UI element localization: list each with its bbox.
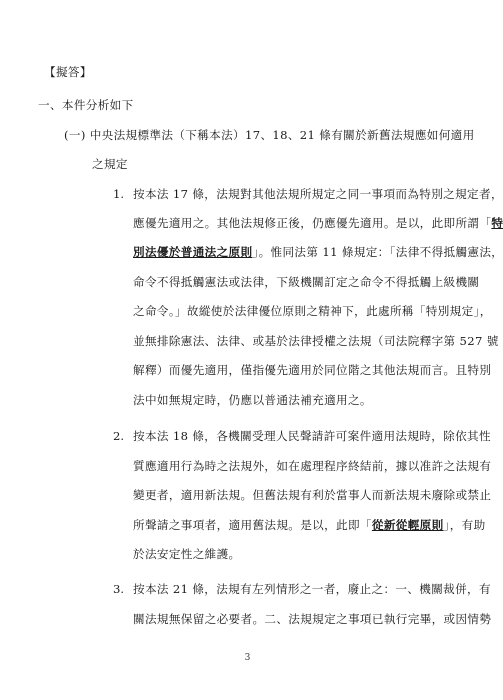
paragraph-line: 關法規無保留之必要者。二、法規規定之事項已執行完畢，或因情勢 xyxy=(133,612,492,626)
paragraph-line xyxy=(133,215,503,231)
text-span: 所聲請之事項者，適用舊法規。是以，此即「 xyxy=(133,518,372,532)
paragraph-line: 按本法 21 條，法規有左列情形之一者，廢止之：一、機關裁併，有 xyxy=(133,582,491,596)
text-span: 」。惟同法第 11 條規定：「法律不得抵觸憲法， xyxy=(252,245,503,259)
page-number: 3 xyxy=(244,653,251,663)
text-span: 應優先適用之。其他法規修正後，仍應優先適用。是以，此即所謂「 xyxy=(133,216,492,230)
subsection-title-line-2: 之規定 xyxy=(92,157,128,171)
paragraph-line: 法中如無規定時，仍應以普通法補充適用之。 xyxy=(133,393,372,407)
item-number: 3. xyxy=(113,582,125,596)
paragraph-line xyxy=(133,517,486,533)
subsection-title-line-1: (一) 中央法規標準法（下稱本法）17、18、21 條有關於新舊法規應如何適用 xyxy=(64,128,475,142)
emphasized-term: 從新從輕原則 xyxy=(371,518,444,532)
section-title-1: 一、本件分析如下 xyxy=(38,98,134,112)
emphasized-term: 特 xyxy=(491,216,503,230)
paragraph-line xyxy=(133,244,503,260)
emphasized-term: 別法優於普通法之原則 xyxy=(133,245,253,259)
paragraph-line: 質應適用行為時之法規外，如在處理程序終結前，據以准許之法規有 xyxy=(133,459,492,473)
text-span: 」，有助 xyxy=(443,518,486,532)
paragraph-line: 變更者，適用新法規。但舊法規有利於當事人而新法規未廢除或禁止 xyxy=(133,488,492,502)
paragraph-line: 於法安定性之維護。 xyxy=(133,547,241,561)
paragraph-line: 之命令。」故縱使於法律優位原則之精神下，此處所稱「特別規定」， xyxy=(133,304,492,318)
paragraph-line: 按本法 18 條，各機關受理人民聲請許可案件適用法規時，除依其性 xyxy=(133,429,491,443)
paragraph-line: 命令不得抵觸憲法或法律，下級機關訂定之命令不得抵觸上級機關 xyxy=(133,275,480,289)
item-number: 1. xyxy=(113,187,125,201)
item-number: 2. xyxy=(113,429,125,443)
paragraph-line: 並無排除憲法、法律、或基於法律授權之法規（司法院釋字第 527 號 xyxy=(133,334,499,348)
paragraph-line: 按本法 17 條，法規對其他法規所規定之同一事項而為特別之規定者， xyxy=(133,187,503,201)
answer-heading: 【擬答】 xyxy=(44,65,92,79)
paragraph-line: 解釋）而優先適用，僅指優先適用於同位階之其他法規而言。且特別 xyxy=(133,363,492,377)
